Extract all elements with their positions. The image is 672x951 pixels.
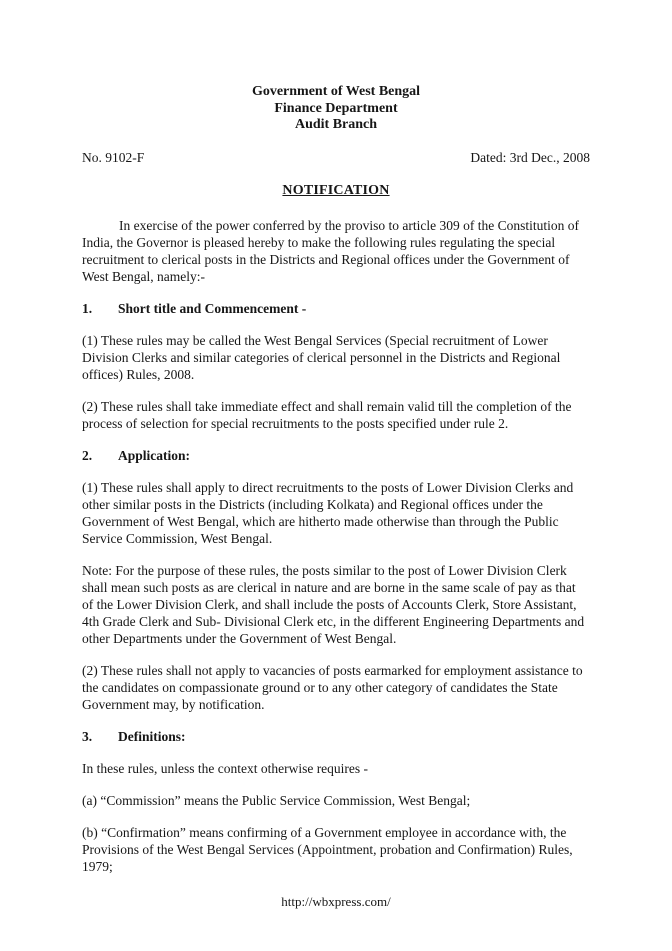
section-number: 2. xyxy=(82,447,93,463)
header-branch-line: Audit Branch xyxy=(294,117,378,132)
definition-b: (b) “Confirmation” means confirming of a Government employee in accordance with, the Provisions of the West Bengal Services (Appointment, probation and Confirmation) Rules, 1979; xyxy=(82,824,573,874)
rule-2-note: Note: For the purpose of these rules, the posts similar to the post of Lower Division Clerk shall mean such posts as are clerical in nature and are borne in the same scale of pay as that of the Lower Division Clerk, and shall include the posts of Accounts Clerk, Store Assistant, 4th Grade Clerk and Sub- Divisional Clerk etc, in the different Engineering Departments and other Departments under the Government of West Bengal. xyxy=(82,562,585,646)
notification-title-row xyxy=(82,181,590,199)
definitions-intro: In these rules, unless the context otherwise requires - xyxy=(82,760,369,776)
section-heading-3 xyxy=(82,728,590,745)
rule-1-clause-1: (1) These rules may be called the West Bengal Services (Special recruitment of Lower Division Clerks and similar categories of clerical personnel in the Districts and Regional offices) Rules, 2008. xyxy=(82,332,561,382)
section-heading-2 xyxy=(82,447,590,464)
definition-a: (a) “Commission” means the Public Service Commission, West Bengal; xyxy=(82,792,471,808)
memo-date: Dated: 3rd Dec., 2008 xyxy=(470,149,590,165)
section-label: Application: xyxy=(118,447,191,463)
reference-row xyxy=(82,149,590,166)
memo-number: No. 9102-F xyxy=(82,149,145,165)
rule-1-clause-2: (2) These rules shall take immediate effect and shall remain valid till the completion of the process of selection for special recruitments to the posts specified under rule 2. xyxy=(82,398,572,431)
header-government-line: Government of West Bengal xyxy=(251,84,421,99)
section-label: Definitions: xyxy=(118,728,186,744)
section-number: 3. xyxy=(82,728,93,744)
rule-2-clause-1: (1) These rules shall apply to direct recruitments to the posts of Lower Division Clerks and other similar posts in the Districts (including Kolkata) and Regional offices under the Government of West Bengal, which are hitherto made otherwise than through the Public Service Commission, West Bengal. xyxy=(82,479,574,546)
document-header xyxy=(82,84,590,134)
notification-title: NOTIFICATION xyxy=(282,182,390,198)
section-label: Short title and Commencement - xyxy=(118,300,307,316)
section-heading-1 xyxy=(82,300,590,317)
section-number: 1. xyxy=(82,300,93,316)
preamble-paragraph: In exercise of the power conferred by the proviso to article 309 of the Constitution of India, the Governor is pleased hereby to make the following rules regulating the special recruitment to clerical posts in the Districts and Regional offices under the Government of West Bengal, namely:- xyxy=(82,217,579,284)
rule-2-clause-2: (2) These rules shall not apply to vacancies of posts earmarked for employment assistance to the candidates on compassionate ground or to any other category of candidates the State Government may, by notification. xyxy=(82,662,583,712)
footer-url: http://wbxpress.com/ xyxy=(281,894,391,909)
header-department-line: Finance Department xyxy=(274,100,398,116)
